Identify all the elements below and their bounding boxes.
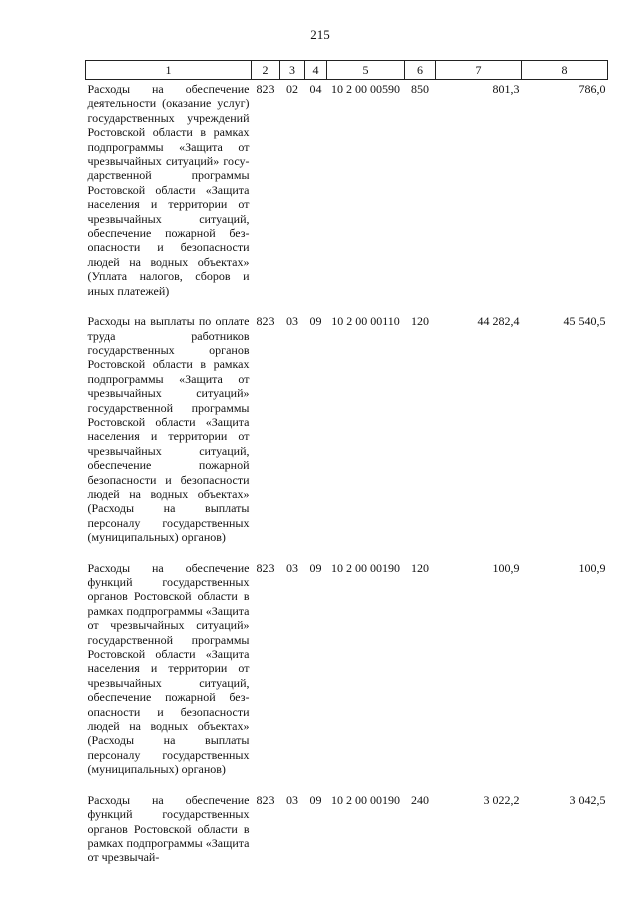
cell-ministry-code: 823 — [256, 560, 275, 575]
cell-expense-type: 240 — [411, 792, 429, 807]
cell-ministry-code: 823 — [256, 82, 275, 96]
column-header: 3 — [280, 61, 305, 80]
cell-section: 03 — [286, 792, 298, 807]
cell-amount-1: 44 282,4 — [477, 314, 520, 329]
column-header: 1 — [86, 61, 252, 80]
cell-target-article: 10 2 00 00590 — [331, 82, 400, 96]
cell-ministry-code: 823 — [256, 792, 275, 807]
column-header: 8 — [522, 61, 608, 80]
cell-amount-2: 786,0 — [578, 82, 606, 96]
cell-target-article: 10 2 00 00190 — [331, 560, 400, 575]
column-header: 5 — [327, 61, 405, 80]
cell-section: 02 — [286, 82, 298, 96]
cell-amount-1: 801,3 — [492, 82, 520, 96]
cell-target-article: 10 2 00 00190 — [331, 792, 400, 807]
column-header: 4 — [305, 61, 327, 80]
budget-table — [85, 60, 608, 865]
table-row — [86, 791, 608, 865]
column-header: 2 — [252, 61, 280, 80]
header-row — [86, 61, 608, 80]
cell-subsection: 09 — [309, 792, 322, 807]
cell-section: 03 — [286, 314, 298, 329]
row-description: Расходы на обеспечение функций государственных органов Ростовской области в рамках подпрограммы «Защита от чрезвычай- — [87, 792, 250, 865]
cell-expense-type: 120 — [411, 314, 429, 329]
table-body — [86, 80, 608, 865]
cell-subsection: 09 — [309, 314, 322, 329]
cell-amount-2: 100,9 — [578, 560, 606, 575]
cell-expense-type: 850 — [411, 82, 429, 96]
row-description: Расходы на выплаты по оплате труда работников государственных органов Ростовской области в рамках подпрограммы «Защита от чрезвычайных ситуаций» государственной программы Ростовской области «Защита населения и территории от чрезвычайных ситуаций, обеспечение пожарной безопасности и безопасности людей на водных объектах» (Расходы на выплаты персоналу государственных (муниципальных) органов) — [87, 314, 250, 545]
cell-expense-type: 120 — [411, 560, 429, 575]
column-header: 6 — [405, 61, 436, 80]
cell-amount-1: 3 022,2 — [483, 792, 520, 807]
cell-ministry-code: 823 — [256, 314, 275, 329]
page-number: 215 — [310, 27, 330, 42]
cell-amount-1: 100,9 — [492, 560, 520, 575]
cell-section: 03 — [286, 560, 298, 575]
table-header — [86, 61, 608, 80]
cell-amount-2: 45 540,5 — [563, 314, 606, 329]
table-row — [86, 80, 608, 313]
cell-target-article: 10 2 00 00110 — [331, 314, 400, 329]
row-description: Расходы на обеспечение функций государственных органов Ростовской области в рамках подпрограммы «Защита от чрезвычайных ситуаций» государственной программы Ростовской области «Защита населения и территории от чрезвычайных ситуаций, обеспечение пожарной безопасности и безопасности людей на водных объектах» (Расходы на выплаты персоналу государственных (муниципальных) органов) — [87, 560, 250, 777]
row-description: Расходы на обеспечение деятельности (оказание услуг) государственных учреждений Ростовской области в рамках подпрограммы «Защита от чрезвычайных ситуаций» государственной программы Ростовской области «Защита населения и территории от чрезвычайных ситуаций, обеспечение пожарной безопасности и безопасности людей на водных объектах» (Уплата налогов, сборов и иных платежей) — [87, 82, 250, 298]
table-row — [86, 559, 608, 791]
cell-subsection: 04 — [309, 82, 322, 96]
cell-amount-2: 3 042,5 — [569, 792, 606, 807]
table-row — [86, 312, 608, 559]
cell-subsection: 09 — [309, 560, 322, 575]
column-header: 7 — [436, 61, 522, 80]
